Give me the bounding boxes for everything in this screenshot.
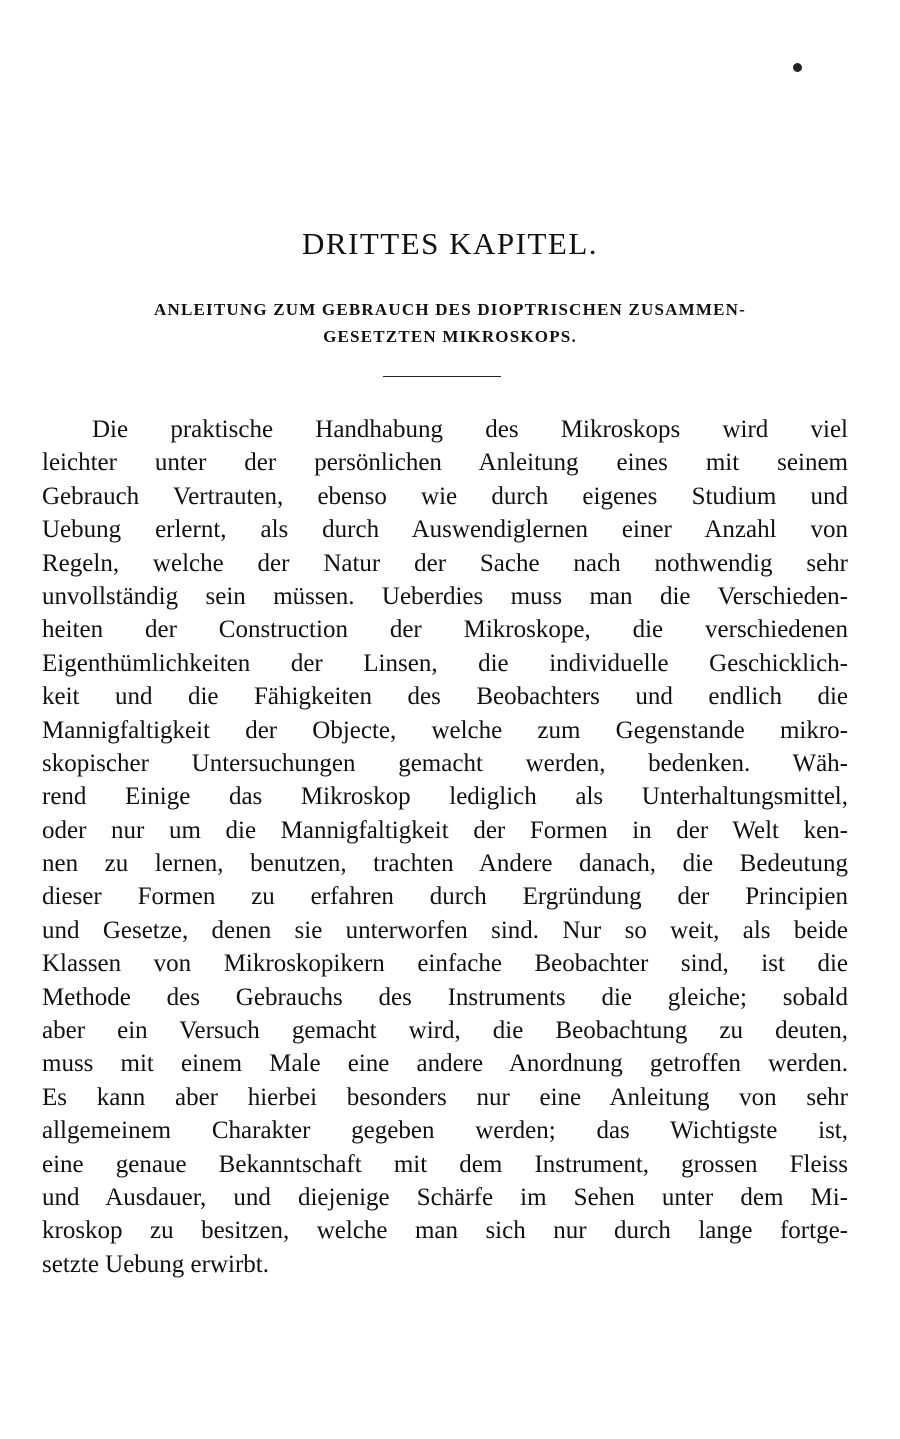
- subtitle-line: GESETZTEN MIKROSKOPS.: [323, 327, 577, 346]
- text-line: leichter unter der persönlichen Anleitung eines mit seinem: [42, 449, 848, 477]
- text-line: kroskop zu besitzen, welche man sich nur durch lange fortge-: [42, 1217, 848, 1245]
- chapter-subtitle: [70, 296, 830, 350]
- text-line: Uebung erlernt, als durch Auswendiglernen einer Anzahl von: [42, 516, 848, 544]
- text-line: skopischer Untersuchungen gemacht werden, bedenken. Wäh-: [42, 749, 848, 777]
- text-line: und Ausdauer, und diejenige Schärfe im Sehen unter dem Mi-: [42, 1183, 848, 1211]
- text-line: dieser Formen zu erfahren durch Ergründung der Principien: [42, 883, 848, 911]
- section-divider: [383, 376, 501, 377]
- text-line: Eigenthümlichkeiten der Linsen, die individuelle Geschicklich-: [42, 649, 848, 677]
- text-line: heiten der Construction der Mikroskope, die verschiedenen: [42, 616, 848, 644]
- text-line: und Gesetze, denen sie unterworfen sind. Nur so weit, als beide: [42, 916, 848, 944]
- text-line: keit und die Fähigkeiten des Beobachters und endlich die: [42, 683, 848, 711]
- text-line: rend Einige das Mikroskop lediglich als Unterhaltungsmittel,: [42, 783, 848, 811]
- text-line: eine genaue Bekanntschaft mit dem Instrument, grossen Fleiss: [42, 1150, 848, 1178]
- text-line: aber ein Versuch gemacht wird, die Beobachtung zu deuten,: [42, 1017, 848, 1045]
- text-line: oder nur um die Mannigfaltigkeit der Formen in der Welt ken-: [42, 816, 848, 844]
- text-line: Mannigfaltigkeit der Objecte, welche zum Gegenstande mikro-: [42, 716, 848, 744]
- text-line: Regeln, welche der Natur der Sache nach nothwendig sehr: [42, 549, 848, 577]
- text-line: unvollständig sein müssen. Ueberdies muss man die Verschieden-: [42, 582, 848, 610]
- text-line: Es kann aber hierbei besonders nur eine Anleitung von sehr: [42, 1083, 848, 1111]
- chapter-title: DRITTES KAPITEL.: [301, 226, 599, 261]
- text-line: Methode des Gebrauchs des Instruments die gleiche; sobald: [42, 983, 848, 1011]
- text-line: Gebrauch Vertrauten, ebenso wie durch eigenes Studium und: [42, 482, 848, 510]
- text-line: setzte Uebung erwirbt.: [42, 1250, 270, 1278]
- text-line: Die praktische Handhabung des Mikroskops wird viel: [92, 416, 848, 443]
- text-line: Klassen von Mikroskopikern einfache Beobachter sind, ist die: [42, 950, 848, 978]
- body-paragraph: [42, 413, 848, 1281]
- subtitle-line: ANLEITUNG ZUM GEBRAUCH DES DIOPTRISCHEN ZUSAMMEN-: [154, 300, 746, 319]
- ink-speck: [793, 63, 802, 72]
- text-line: muss mit einem Male eine andere Anordnung getroffen werden.: [42, 1050, 848, 1078]
- text-line: nen zu lernen, benutzen, trachten Andere danach, die Bedeutung: [42, 850, 848, 878]
- text-line: allgemeinem Charakter gegeben werden; das Wichtigste ist,: [42, 1117, 848, 1145]
